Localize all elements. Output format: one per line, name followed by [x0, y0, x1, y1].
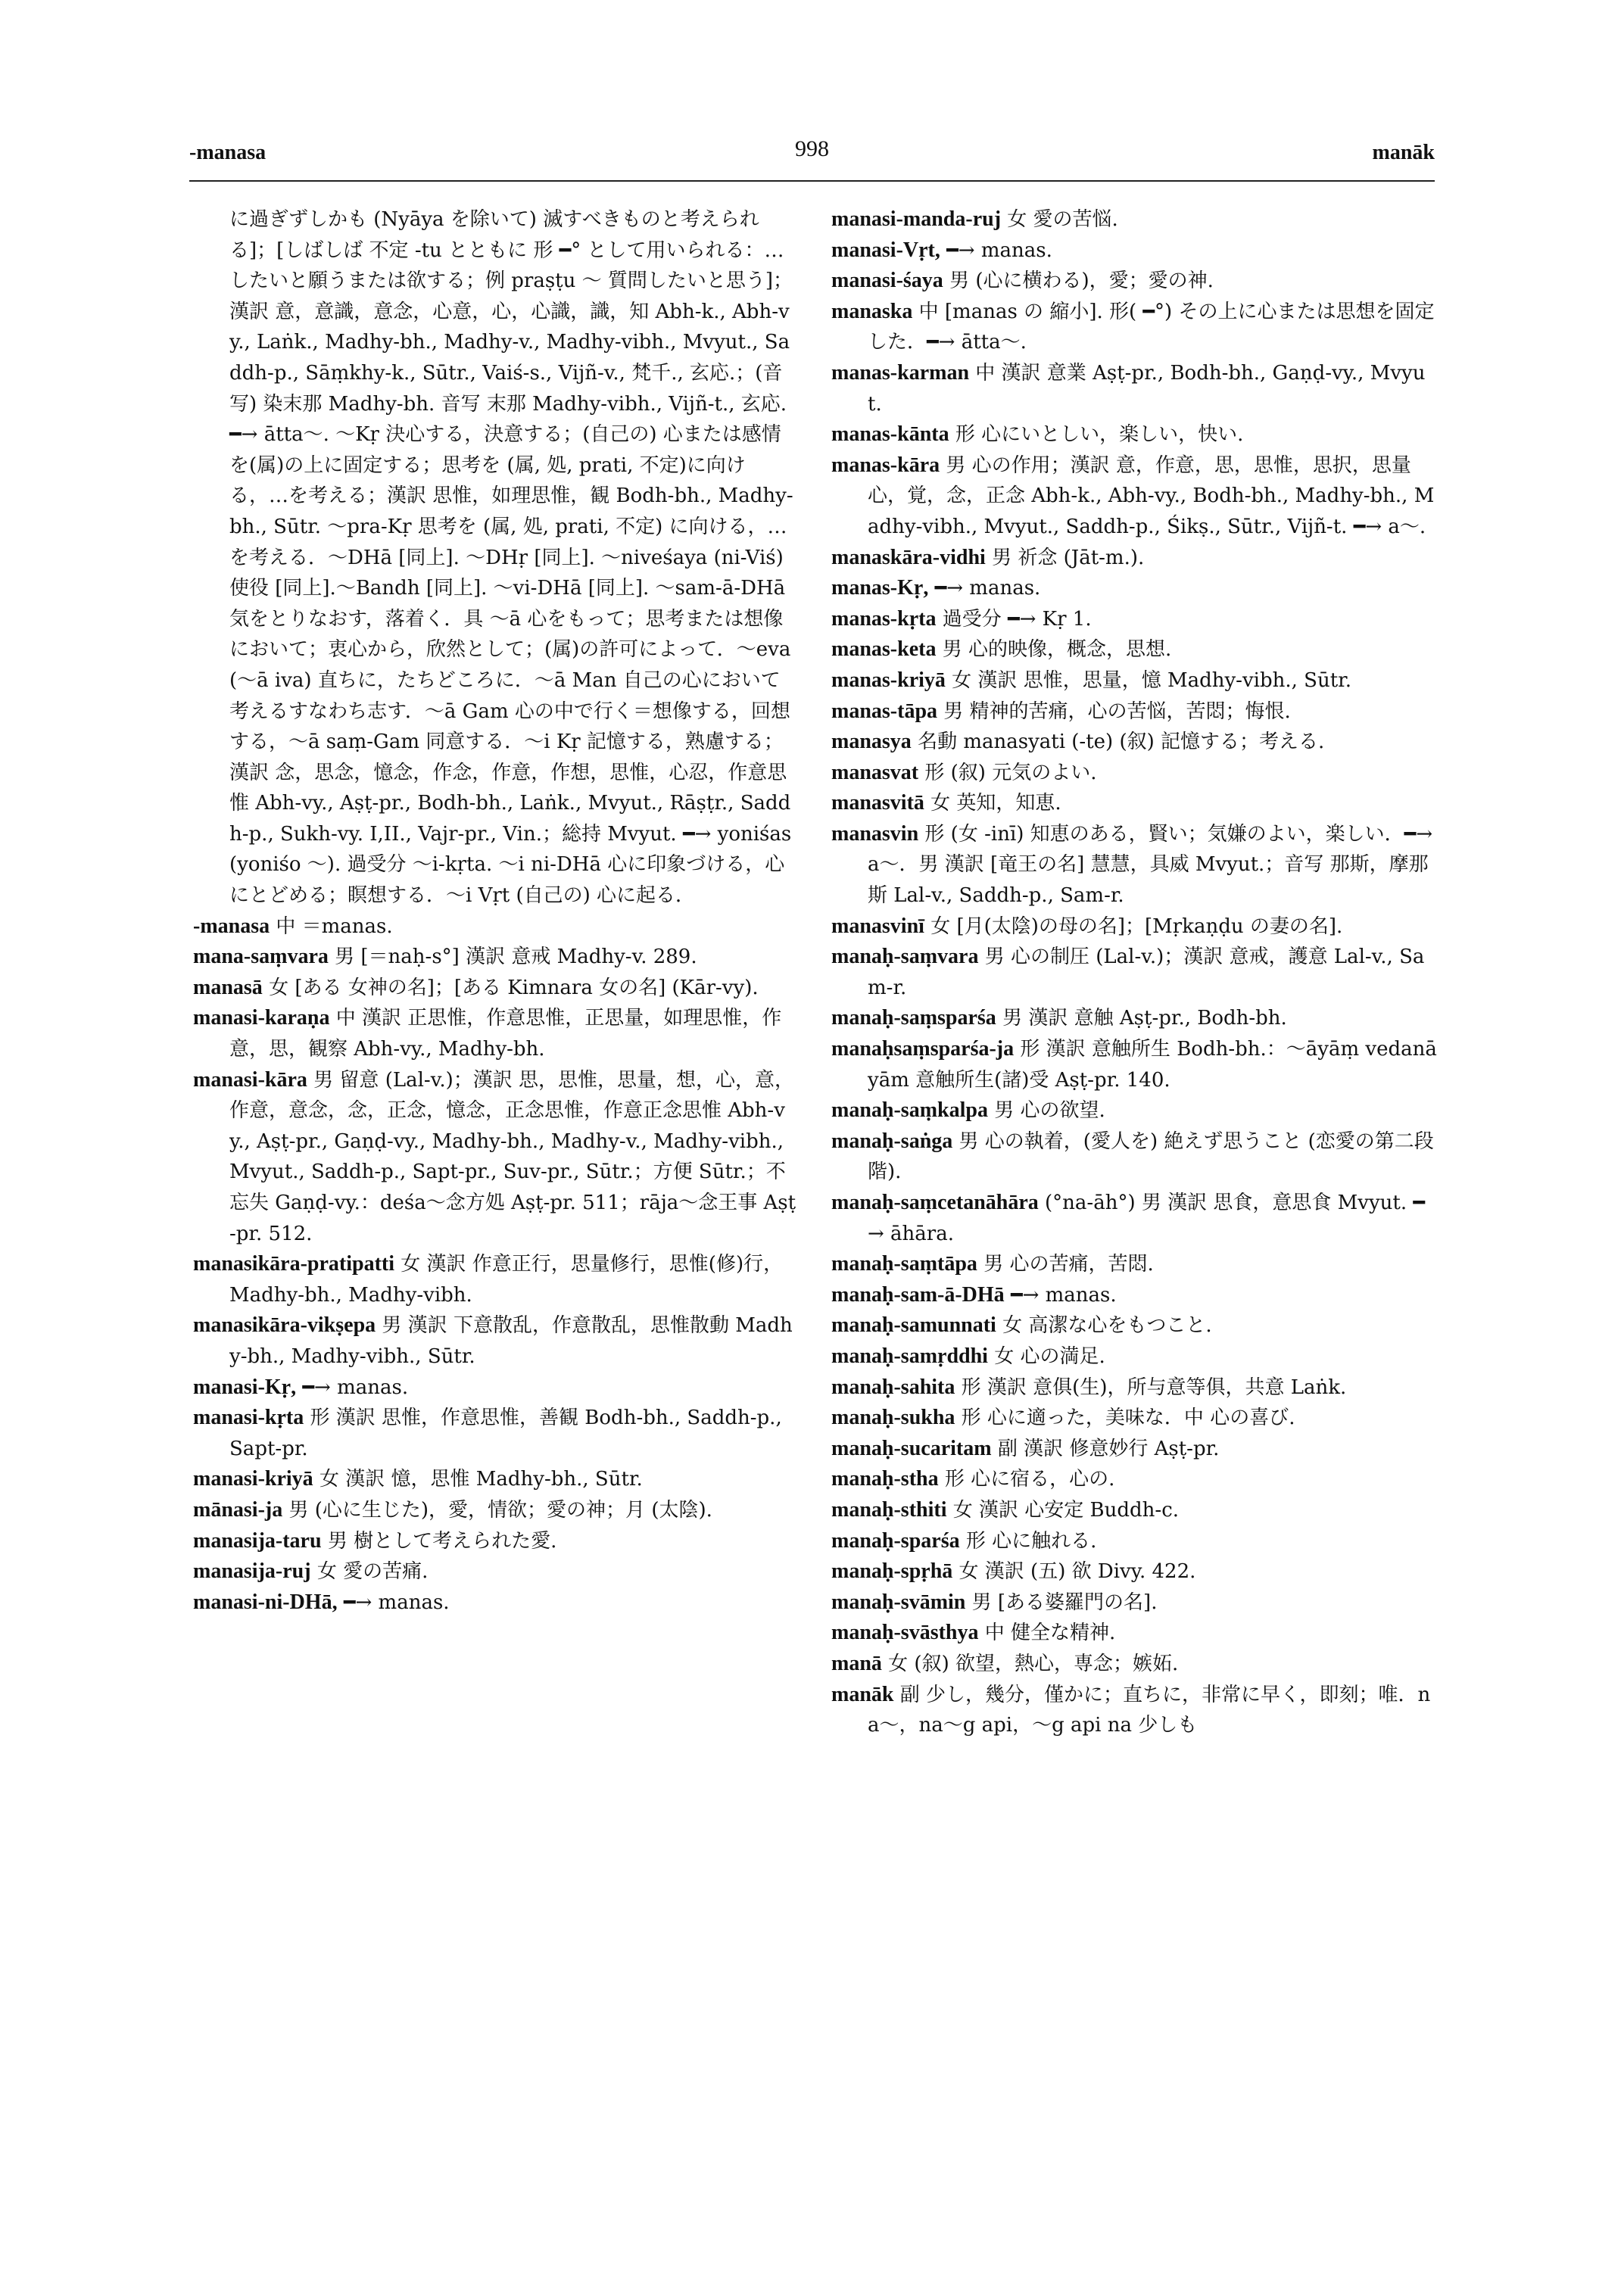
entry-definition: 男 精神的苦痛，心の苦悩，苦悶；悔恨.	[943, 699, 1291, 723]
dictionary-entry	[831, 1249, 1437, 1280]
dictionary-entry	[831, 543, 1437, 574]
dictionary-entry	[193, 942, 799, 973]
dictionary-entry	[831, 297, 1437, 358]
entry-definition: 中 漢訳 意業 Aṣṭ-pr., Bodh-bh., Gaṇḍ-vy., Mvyut.	[868, 361, 1426, 416]
dictionary-entry	[831, 419, 1437, 450]
entry-definition: 形 漢訳 意俱(生)，所与意等俱，共意 Laṅk.	[961, 1375, 1347, 1399]
dictionary-entry	[831, 788, 1437, 819]
dictionary-entry	[831, 1188, 1437, 1249]
entry-definition: 女 漢訳 作意正行，思量修行，思惟(修)行，Madhy-bh., Madhy-vibh.	[229, 1253, 784, 1307]
entry-definition: 男 漢訳 下意散乱，作意散乱，思惟散動 Madhy-bh., Madhy-vibh., Sūtr.	[229, 1314, 793, 1368]
dictionary-entry	[831, 1126, 1437, 1188]
dictionary-entry	[831, 1618, 1437, 1649]
entry-headword: manaḥ-sucaritam	[831, 1436, 992, 1460]
entry-headword: manaḥ-samunnati	[831, 1313, 996, 1338]
entry-headword: manasā	[193, 975, 263, 999]
entry-definition: 形 漢訳 意触所生 Bodh-bh.：～āyāṃ vedanāyām 意触所生(諸)受 Aṣṭ-pr. 140.	[868, 1038, 1437, 1092]
entry-headword: manasi-kāra	[193, 1067, 307, 1092]
entry-definition: (°na-āh°) 男 漢訳 思食，意思食 Mvyut. ━→ āhāra.	[868, 1192, 1426, 1245]
entry-headword: manaḥ-samṛddhi	[831, 1344, 988, 1368]
entry-definition: 過受分 ━→ Kṛ 1.	[942, 607, 1092, 631]
entry-definition: 女 (叙) 欲望，熱心，専念；嫉妬.	[888, 1652, 1179, 1675]
dictionary-entry	[831, 1434, 1437, 1465]
entry-headword: manas-kāra	[831, 453, 940, 477]
dictionary-entry	[193, 1372, 799, 1404]
entry-definition: 中 健全な精神.	[984, 1622, 1116, 1645]
entry-definition: 女 [月(太陰)の母の名]；[Mṛkaṇḍu の妻の名].	[930, 914, 1343, 938]
page-number: 998	[795, 136, 829, 161]
entry-definition: 形 心に触れる.	[965, 1529, 1097, 1553]
entry-headword: manasvin	[831, 821, 919, 846]
entry-headword: manaḥ-sparśa	[831, 1528, 960, 1553]
dictionary-entry	[831, 204, 1437, 235]
dictionary-entry	[831, 358, 1437, 419]
entry-definition: 形 漢訳 思惟，作意思惟，善観 Bodh-bh., Saddh-p., Sapt-pr.	[229, 1407, 782, 1460]
entry-headword: manaḥ-saṅga	[831, 1129, 953, 1153]
dictionary-entry	[193, 1587, 799, 1618]
entry-definition: 女 愛の苦悩.	[1007, 208, 1118, 231]
entry-definition: 女 愛の苦痛.	[316, 1560, 429, 1584]
entry-definition: 名動 manasyati (-te) (叙) 記憶する；考える.	[918, 731, 1325, 754]
left-column	[193, 204, 799, 1618]
entry-headword: manaḥ-saṃcetanāhāra	[831, 1191, 1039, 1214]
dictionary-entry	[831, 665, 1437, 696]
dictionary-entry	[831, 235, 1437, 266]
entry-headword: manaḥ-saṃsparśa	[831, 1006, 996, 1030]
dictionary-entry	[193, 911, 799, 942]
entry-headword: manas-Kṛ,	[831, 576, 929, 600]
entry-definition: 中 ＝manas.	[276, 914, 393, 938]
dictionary-entry	[193, 1495, 799, 1526]
entry-headword: manasi-manda-ruj	[831, 207, 1002, 231]
entry-headword: manas-kṛta	[831, 606, 937, 631]
dictionary-entry	[193, 1464, 799, 1495]
entry-headword: manaḥ-sam-ā-DHā	[831, 1282, 1005, 1307]
entry-definition: 女 漢訳 憶，思惟 Madhy-bh., Sūtr.	[319, 1468, 643, 1491]
entry-definition: ━→ manas.	[934, 577, 1041, 600]
dictionary-entry	[831, 942, 1437, 1003]
dictionary-entry	[831, 758, 1437, 789]
entry-headword: manas-kriyā	[831, 668, 946, 692]
dictionary-entry	[193, 1310, 799, 1372]
entry-headword: manasvat	[831, 760, 919, 784]
right-column	[831, 204, 1437, 1741]
dictionary-entry	[831, 696, 1437, 727]
dictionary-entry	[831, 819, 1437, 911]
entry-headword: -manasa	[193, 914, 270, 938]
entry-definition: 中 漢訳 正思惟，作意思惟，正思量，如理思惟，作意，思，観察 Abh-vy., Madhy-bh.	[229, 1007, 782, 1061]
dictionary-entry	[831, 573, 1437, 604]
entry-headword: manā	[831, 1651, 882, 1675]
entry-headword: manaḥ-svāsthya	[831, 1621, 979, 1645]
entry-headword: manasikāra-pratipatti	[193, 1252, 394, 1276]
entry-headword: manasi-karaṇa	[193, 1006, 330, 1030]
dictionary-entry	[831, 1280, 1437, 1311]
entry-headword: manaskāra-vidhi	[831, 545, 986, 569]
entry-definition: 形 心に適った，美味な．中 心の喜び.	[961, 1407, 1295, 1430]
entry-definition: 男 [＝naḥ-s°] 漢訳 意戒 Madhy-v. 289.	[335, 946, 697, 969]
entry-definition: 男 漢訳 意触 Aṣṭ-pr., Bodh-bh.	[1002, 1007, 1287, 1030]
dictionary-entry	[831, 1526, 1437, 1557]
entry-headword: manasi-ni-DHā,	[193, 1590, 338, 1614]
entry-definition: 男 心の執着，(愛人を) 絶えず思うこと (恋愛の第二段階).	[868, 1129, 1434, 1184]
entry-definition: 形 心にいとしい，楽しい，快い.	[955, 423, 1244, 447]
entry-headword: manasi-Vṛt,	[831, 238, 940, 262]
entry-definition: 形 (叙) 元気のよい.	[924, 761, 1097, 784]
dictionary-entry	[831, 1310, 1437, 1341]
dictionary-entry	[831, 1556, 1437, 1587]
entry-headword: manasvinī	[831, 914, 924, 938]
dictionary-entry	[831, 911, 1437, 942]
entry-definition: 女 漢訳 思惟，思量，憶 Madhy-vibh., Sūtr.	[952, 668, 1351, 692]
entry-headword: manasi-kriyā	[193, 1467, 313, 1491]
running-head-right: manāk	[1372, 141, 1435, 164]
entry-headword: manaḥ-saṃkalpa	[831, 1098, 988, 1123]
entry-definition: 男 心の苦痛，苦悶.	[983, 1253, 1154, 1276]
entry-headword: manāk	[831, 1682, 894, 1706]
dictionary-entry	[193, 1403, 799, 1464]
dictionary-entry	[193, 973, 799, 1004]
entry-definition: ━→ manas.	[302, 1375, 409, 1399]
entry-headword: manas-tāpa	[831, 699, 938, 723]
dictionary-entry	[831, 1587, 1437, 1618]
dictionary-entry	[831, 1003, 1437, 1034]
entry-definition: に過ぎずしかも (Nyāya を除いて) 滅すべきものと考えられる]；[しばしば 不定 -tu とともに 形 ━° として用いられる：…したいと願うまたは欲する；例 praṣṭu ～ 質問したいと思う]；漢訳 意，意識，意念，心意，心，心識，識，知 Abh-k., Abh-vy., Laṅk., Madhy-bh., Madhy-v., Madhy-vibh., Mvyut., Saddh-p., Sāṃkhy-k., Sūtr., Vaiś-s., Vijñ-v., 梵千., 玄応.；(音写) 染末那 Madhy-bh. 音写 末那 Madhy-vibh., Vijñ-t., 玄応. ━→ ātta～. ～Kṛ 決心する，決意する；(自己の) 心または感情を(属)の上に固定する；思考を (属, 処, prati, 不定)に向ける，…を考える；漢訳 思惟，如理思惟，観 Bodh-bh., Madhy-bh., Sūtr. ～pra-Kṛ 思考を (属, 処, prati, 不定) に向ける，…を考える．～DHā [同上]. ～DHṛ [同上]. ～niveśaya (ni-Viś) 使役 [同上].～Bandh [同上]. ～vi-DHā [同上]. ～sam-ā-DHā 気をとりなおす，落着く．具 ～ā 心をもって；思考または想像において；衷心から，欣然として；(属)の許可によって．～eva (～ā iva) 直ちに，たちどころに．～ā Man 自己の心において考えるすなわち志す．～ā Gam 心の中で行く＝想像する，回想する，～ā saṃ-Gam 同意する．～i Kṛ 記憶する，熟慮する；漢訳 念，思念，憶念，作念，作意，作想，思惟，心忍，作意思惟 Abh-vy., Aṣṭ-pr., Bodh-bh., Laṅk., Mvyut., Rāṣṭr., Saddh-p., Sukh-vy. I,II., Vajr-pr., Vin.；総持 Mvyut. ━→ yoniśas (yoniśo ～). 過受分 ～i-kṛta. ～i ni-DHā 心に印象づける，心にとどめる；瞑想する．～i Vṛt (自己の) 心に起る．	[229, 208, 793, 908]
entry-definition: 副 漢訳 修意妙行 Aṣṭ-pr.	[997, 1437, 1220, 1460]
entry-definition: ━→ manas.	[1010, 1283, 1117, 1307]
entry-headword: manaska	[831, 299, 913, 323]
entry-definition: 副 少し，幾分，僅かに；直ちに，非常に早く，即刻；唯．na～，na～g api，～g api na 少しも	[868, 1683, 1431, 1737]
dictionary-entry	[831, 1372, 1437, 1404]
entry-definition: 男 樹として考えられた愛.	[327, 1529, 557, 1553]
dictionary-entry	[831, 727, 1437, 758]
entry-headword: manasija-ruj	[193, 1559, 311, 1584]
entry-headword: manaḥ-svāmin	[831, 1590, 966, 1614]
entry-definition: ━→ manas.	[343, 1590, 450, 1614]
dictionary-entry	[831, 1649, 1437, 1680]
entry-headword: manas-keta	[831, 637, 937, 662]
entry-definition: 男 祈念 (Jāt-m.).	[992, 546, 1145, 569]
entry-definition: 形 (女 -inī) 知恵のある，賢い；気嫌のよい，楽しい．━→ a～．男 漢訳 [竜王の名] 慧慧，具威 Mvyut.；音写 那斯，摩那斯 Lal-v., Saddh-p., Sam-r.	[868, 822, 1433, 908]
entry-headword: manasija-taru	[193, 1528, 322, 1553]
entry-definition: 中 [manas の 縮小]. 形( ━°) その上に心または思想を固定した．━→ ātta～.	[868, 300, 1435, 354]
entry-definition: 女 漢訳 (五) 欲 Divy. 422.	[959, 1560, 1196, 1584]
entry-headword: manas-karman	[831, 360, 970, 385]
entry-headword: manasi-kṛta	[193, 1406, 304, 1430]
entry-definition: 男 心の作用；漢訳 意，作意，思，思惟，思択，思量心，覚，念，正念 Abh-k., Abh-vy., Bodh-bh., Madhy-bh., Madhy-vibh., Mvyut., Saddh-p., Śikṣ., Sūtr., Vijñ-t. ━→ a～.	[868, 453, 1435, 538]
entry-definition: 形 心に宿る，心の.	[944, 1468, 1115, 1491]
entry-definition: 男 心の欲望.	[994, 1099, 1105, 1123]
dictionary-entry	[831, 1095, 1437, 1126]
dictionary-entry	[193, 1249, 799, 1310]
entry-headword: manasi-Kṛ,	[193, 1375, 297, 1399]
dictionary-entry	[831, 634, 1437, 665]
entry-headword: manasvitā	[831, 791, 924, 815]
header-rule	[189, 180, 1435, 182]
dictionary-entry	[831, 1341, 1437, 1372]
dictionary-entry	[193, 1526, 799, 1557]
entry-headword: manaḥ-spṛhā	[831, 1559, 953, 1584]
entry-headword: mānasi-ja	[193, 1497, 283, 1522]
dictionary-entry	[831, 1403, 1437, 1434]
dictionary-entry	[193, 1065, 799, 1250]
entry-definition: 男 (心に生じた)，愛，情欲；愛の神；月 (太陰).	[288, 1498, 712, 1522]
entry-definition: 女 [ある 女神の名]；[ある Kimnara 女の名] (Kār-vy).	[269, 976, 759, 999]
entry-headword: manasi-śaya	[831, 269, 943, 293]
entry-headword: manasikāra-vikṣepa	[193, 1313, 376, 1338]
dictionary-entry	[831, 1464, 1437, 1495]
entry-definition: 女 漢訳 心安定 Buddh-c.	[952, 1498, 1180, 1522]
entry-headword: manaḥ-sahita	[831, 1375, 955, 1399]
dictionary-entry	[831, 1495, 1437, 1526]
dictionary-entry	[831, 604, 1437, 635]
running-head-left: -manasa	[189, 141, 267, 164]
entry-definition: 男 心的映像，概念，思想.	[942, 638, 1172, 662]
entry-definition: 男 心の制圧 (Lal-v.)；漢訳 意戒，護意 Lal-v., Sam-r.	[868, 946, 1425, 999]
entry-headword: manasya	[831, 730, 912, 754]
entry-headword: manaḥ-saṃvara	[831, 945, 979, 969]
entry-headword: manaḥ-sthiti	[831, 1497, 947, 1522]
entry-headword: mana-saṃvara	[193, 945, 329, 969]
entry-definition: 男 [ある婆羅門の名].	[971, 1590, 1158, 1614]
dictionary-entry	[831, 1680, 1437, 1741]
entry-definition: 女 英知，知恵.	[930, 792, 1061, 815]
entry-definition: 女 心の満足.	[994, 1344, 1105, 1368]
dictionary-entry	[193, 1556, 799, 1587]
entry-definition: 男 留意 (Lal-v.)；漢訳 思，思惟，思量，想，心，意，作意，意念，念，正念，憶念，正念思惟，作意正念思惟 Abh-vy., Aṣṭ-pr., Gaṇḍ-vy., Madhy-bh., Madhy-v., Madhy-vibh., Mvyut., Saddh-p., Sapt-pr., Suv-pr., Sūtr.；方便 Sūtr.；不忘失 Gaṇḍ-vy.：deśa～念方処 Aṣṭ-pr. 511；rāja～念王事 Aṣṭ-pr. 512.	[229, 1068, 796, 1245]
dictionary-entry	[831, 1034, 1437, 1095]
entry-headword: manaḥsaṃsparśa-ja	[831, 1037, 1015, 1061]
entry-headword: manaḥ-sukha	[831, 1406, 955, 1430]
entry-definition: 女 高潔な心をもつこと.	[1002, 1314, 1212, 1338]
entry-headword: manas-kānta	[831, 422, 949, 447]
dictionary-entry	[193, 1003, 799, 1064]
dictionary-entry	[831, 266, 1437, 297]
entry-headword: manaḥ-saṃtāpa	[831, 1252, 977, 1276]
entry-definition: ━→ manas.	[946, 238, 1052, 262]
entry-headword: manaḥ-stha	[831, 1467, 939, 1491]
entry-definition: 男 (心に横わる)，愛；愛の神.	[949, 269, 1214, 293]
dictionary-entry	[193, 204, 799, 911]
dictionary-entry	[831, 450, 1437, 543]
